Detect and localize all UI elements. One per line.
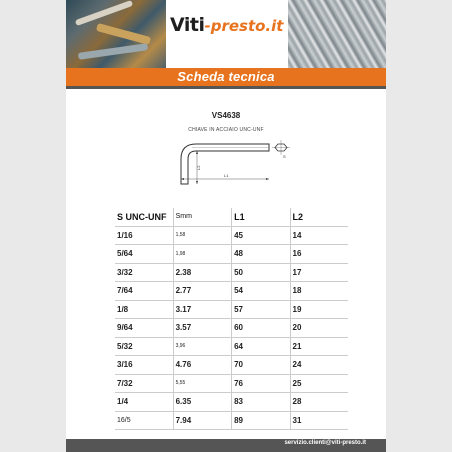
table-row [115,226,348,245]
cell-s: 5/32 [115,337,173,356]
cell-l2: 24 [290,356,348,375]
cell-s: 1/16 [115,226,173,245]
table-row [115,300,348,319]
cell-smm: 7.94 [173,411,232,430]
table-row [115,263,348,282]
cell-l1: 70 [232,356,290,375]
cell-s: 3/32 [115,263,173,282]
cell-l1: 83 [232,393,290,412]
header-smm: Smm [173,208,232,226]
cell-s: 1/8 [115,300,173,319]
hex-key-drawing [166,138,306,194]
logo-accent-text: -presto.it [204,17,284,35]
cell-smm: 1,58 [173,226,232,245]
table-row [115,411,348,430]
table-row [115,374,348,393]
cell-l1: 45 [232,226,290,245]
spec-table [115,208,348,430]
table-row [115,282,348,301]
cell-l2: 18 [290,282,348,301]
footer-email: servizio.clienti@viti-presto.it [284,440,366,446]
cell-l2: 20 [290,319,348,338]
cell-l1: 50 [232,263,290,282]
cell-smm: 1,98 [173,245,232,264]
cell-s: 9/64 [115,319,173,338]
cell-s: 3/16 [115,356,173,375]
header-s-unc-unf: S UNC-UNF [115,208,173,226]
cell-l1: 60 [232,319,290,338]
cell-l2: 28 [290,393,348,412]
cell-smm: 6.35 [173,393,232,412]
cell-s: 1/4 [115,393,173,412]
table-row [115,319,348,338]
cell-smm: 4.76 [173,356,232,375]
datasheet-page [66,0,386,452]
logo-main-text: Viti [170,14,205,36]
cell-l1: 48 [232,245,290,264]
table-row [115,356,348,375]
cell-l1: 57 [232,300,290,319]
divider-bar [66,86,386,89]
cell-l2: 17 [290,263,348,282]
tools-photo [66,0,166,68]
cell-l2: 14 [290,226,348,245]
cell-l1: 76 [232,374,290,393]
cell-smm: 2.77 [173,282,232,301]
cell-l2: 16 [290,245,348,264]
table-row [115,337,348,356]
header-l1: L1 [232,208,290,226]
table-row [115,393,348,412]
cell-s: 7/64 [115,282,173,301]
cell-s: 5/64 [115,245,173,264]
cell-l2: 21 [290,337,348,356]
banner-title: Scheda tecnica [177,69,275,84]
cell-smm: 3,96 [173,337,232,356]
s-label: S [283,154,286,159]
cell-l2: 31 [290,411,348,430]
l2-label: L2 [196,165,201,170]
product-code: VS4638 [211,111,241,120]
screws-photo [288,0,386,68]
cell-smm: 3.17 [173,300,232,319]
product-description: CHIAVE IN ACCIAIO UNC-UNF [188,127,264,133]
header [66,0,386,68]
cell-l1: 64 [232,337,290,356]
table-row [115,245,348,264]
cell-l1: 54 [232,282,290,301]
cell-l1: 89 [232,411,290,430]
table-header-row [115,208,348,226]
l1-label: L1 [224,173,229,178]
cell-smm: 5,55 [173,374,232,393]
cell-s: 16/5 [115,411,173,430]
header-l2: L2 [290,208,348,226]
cell-l2: 19 [290,300,348,319]
cell-smm: 3.57 [173,319,232,338]
cell-l2: 25 [290,374,348,393]
cell-s: 7/32 [115,374,173,393]
cell-smm: 2.38 [173,263,232,282]
brand-logo [170,14,288,44]
